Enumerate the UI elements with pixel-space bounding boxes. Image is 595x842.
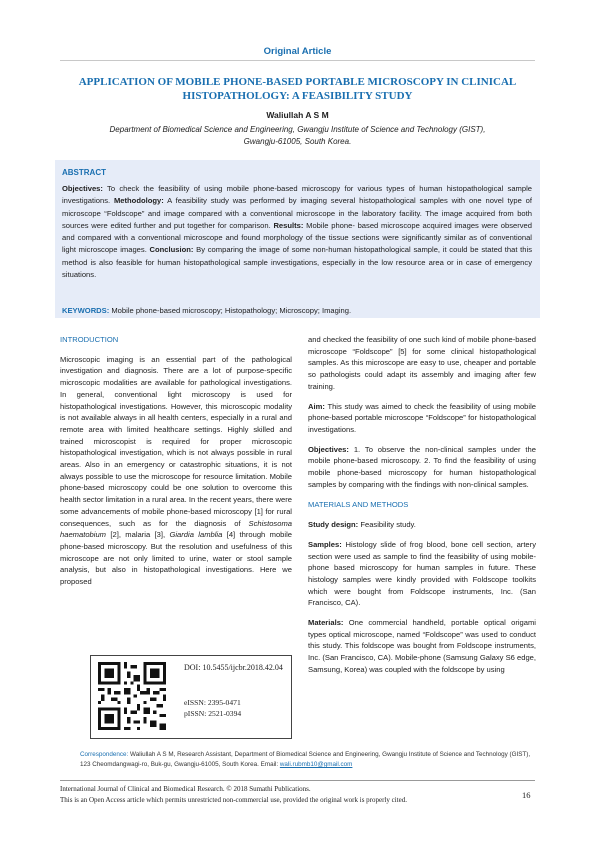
author-name: Waliullah A S M <box>266 110 329 120</box>
introduction-paragraph <box>60 354 292 588</box>
issn-block <box>184 697 241 719</box>
abstract-body <box>62 183 532 281</box>
right-paragraph-1: and checked the feasibility of one such kind of mobile phone-based microscope “Foldscope” [5] for some clinical histopathological samples. As this microscope are easy to use, cheaper and portable so pathologists could adapt its assembly and imaging after few training. <box>308 335 536 391</box>
samples-paragraph <box>308 539 536 609</box>
materials-label: Materials: <box>308 618 344 628</box>
materials-paragraph <box>308 617 536 676</box>
intro-species-2: Giardia lamblia <box>169 530 223 540</box>
pissn-text: pISSN: 2521-0394 <box>184 709 242 718</box>
materials-methods-heading: MATERIALS AND METHODS <box>308 500 409 510</box>
study-design-text: Feasibility study. <box>358 520 416 530</box>
aim-paragraph <box>308 401 536 436</box>
abstract-objectives-text: To check the feasibility of using mobile phone-based microscopy for various types of human histopathological sample investigations. <box>62 184 532 206</box>
abstract-objectives-label: Objectives: <box>62 184 103 193</box>
samples-label: Samples: <box>308 539 342 549</box>
keywords-text: Mobile phone-based microscopy; Histopathology; Microscopy; Imaging. <box>109 306 352 315</box>
paper-title: APPLICATION OF MOBILE PHONE-BASED PORTABLE MICROSCOPY IN CLINICAL HISTOPATHOLOGY: A FEASIBILITY STUDY <box>78 76 517 102</box>
intro-text-3: [4] through mobile phone-based microscopy. But the resolution and usefulness of this microscope are not only limited to urine, water or stool sample analysis, but also in histopathological investigations. Here we proposed <box>60 530 292 587</box>
abstract-methodology-label: Methodology: <box>113 196 164 206</box>
objectives-text: 1. To observe the non-clinical samples under the mobile phone-based microscopy. 2. To find the feasibility of using mobile phone-based microscopy for human histopathological samples by comparing with the findings with non-clinical samples. <box>308 444 536 489</box>
abstract-heading: ABSTRACT <box>62 168 106 177</box>
correspondence-text: Waliullah A S M, Research Assistant, Department of Biomedical Science and Engineering, Gwangju Institute of Science and Technology (GIST), 123 Cheomdangwagi-ro, Buk-gu, Gwangju-61005, South Korea. Email: <box>80 751 531 768</box>
study-design-paragraph <box>308 519 536 531</box>
footer-license-line: This is an Open Access article which permits unrestricted non-commercial use, provided the original work is properly cited. <box>60 795 407 804</box>
intro-text-2: [2], malaria [3], <box>106 530 170 540</box>
eissn-text: eISSN: 2395-0471 <box>184 698 241 707</box>
abstract-conclusion-label: Conclusion: <box>149 245 194 255</box>
keywords <box>62 306 532 315</box>
page-number: 16 <box>522 790 531 800</box>
introduction-heading: INTRODUCTION <box>60 335 119 344</box>
objectives-paragraph <box>308 444 536 491</box>
abstract-results-text: Mobile phone- based microscope acquired images were observed and compared with a conventional microscope and found morphology of the tissue sections were significantly similar as of conventional light microscope images. <box>62 220 532 255</box>
qr-code-icon <box>98 662 166 730</box>
header-divider <box>60 60 535 61</box>
correspondence-label: Correspondence: <box>80 751 129 758</box>
footer-divider <box>60 780 535 781</box>
right-column <box>308 334 536 676</box>
abstract-conclusion-text: By comparing the image of some non-human histopathological sample, it could be stated that this method is also feasible for human histopathological sample investigations, especially in the low resource area or in case of emergency situations. <box>62 245 532 280</box>
doi-text: DOI: 10.5455/ijcbr.2018.42.04 <box>184 663 283 672</box>
footer-text <box>60 784 407 805</box>
materials-text: One commercial handheld, portable optical origami types optical microscope, named “Foldscope” was used to conduct this study. This foldscope was bought from Foldscope instruments, Inc. (San Francisco, CA). Mobile-phone (Samsung Galaxy S6 edge, Samsung, Korea) was coupled with the foldscope by using <box>308 618 536 674</box>
left-column <box>60 334 292 588</box>
objectives-label: Objectives: <box>308 444 349 454</box>
aim-text: This study was aimed to check the feasibility of using mobile phone-based portable microscope “Foldscope” for histopathological investigations. <box>308 401 536 434</box>
abstract-results-label: Results: <box>273 220 304 230</box>
article-type-label: Original Article <box>263 46 332 57</box>
footer-journal-line: International Journal of Clinical and Biomedical Research. © 2018 Sumathi Publications. <box>60 785 311 793</box>
aim-label: Aim: <box>308 401 325 411</box>
author-affiliation: Department of Biomedical Science and Engineering, Gwangju Institute of Science and Technology (GIST), Gwangju-61005, South Korea. <box>109 125 486 146</box>
intro-text-1: Microscopic imaging is an essential part of the pathological investigation and diagnosis. There are a lot of purpose-specific microscopic modalities are available for pathological investigations. In general, conventional light microscopy is used for histopathological investigations. However, this microscopic modality is not available always in all health centers, especially in a rural and remote area with limited healthcare settings. Highly skilled and trained microscopist is required for proper microscopic histopathological investigation, which is not always possible in rural areas. Also in an emergency or catastrophic situations, it is not always possible to use the microscope for resource limitation. Mobile phone-based microscopy could be one solution to overcome this health sector limitation in a rural area. In the recent years, there were some advancements of mobile phone-based microscopy [1] for rural consequences, such as for the diagnosis of <box>60 354 292 528</box>
samples-text: Histology slide of frog blood, bone cell section, artery section were used as sample to find the feasibility of using mobile-phone based microscopy for human samples in future. These histology samples were kindly provided with Foldscope toolkits which were bought from Foldscope instruments, Inc. (San Francisco, CA). <box>308 539 536 608</box>
abstract-methodology-text: A feasibility study was performed by imaging several histopathological samples with one novel type of microscope “Foldscope” and image compared with a conventional microscope in the laboratory facility. The image acquired from both sources were edited further and put together for comparison. <box>62 196 533 230</box>
study-design-label: Study design: <box>308 520 359 530</box>
intro-species-1: Schistosoma haematobium <box>60 518 292 540</box>
email-link[interactable]: wali.rubmb10@gmail.com <box>279 761 353 768</box>
correspondence-note <box>80 750 540 770</box>
keywords-label: KEYWORDS: <box>62 306 110 315</box>
